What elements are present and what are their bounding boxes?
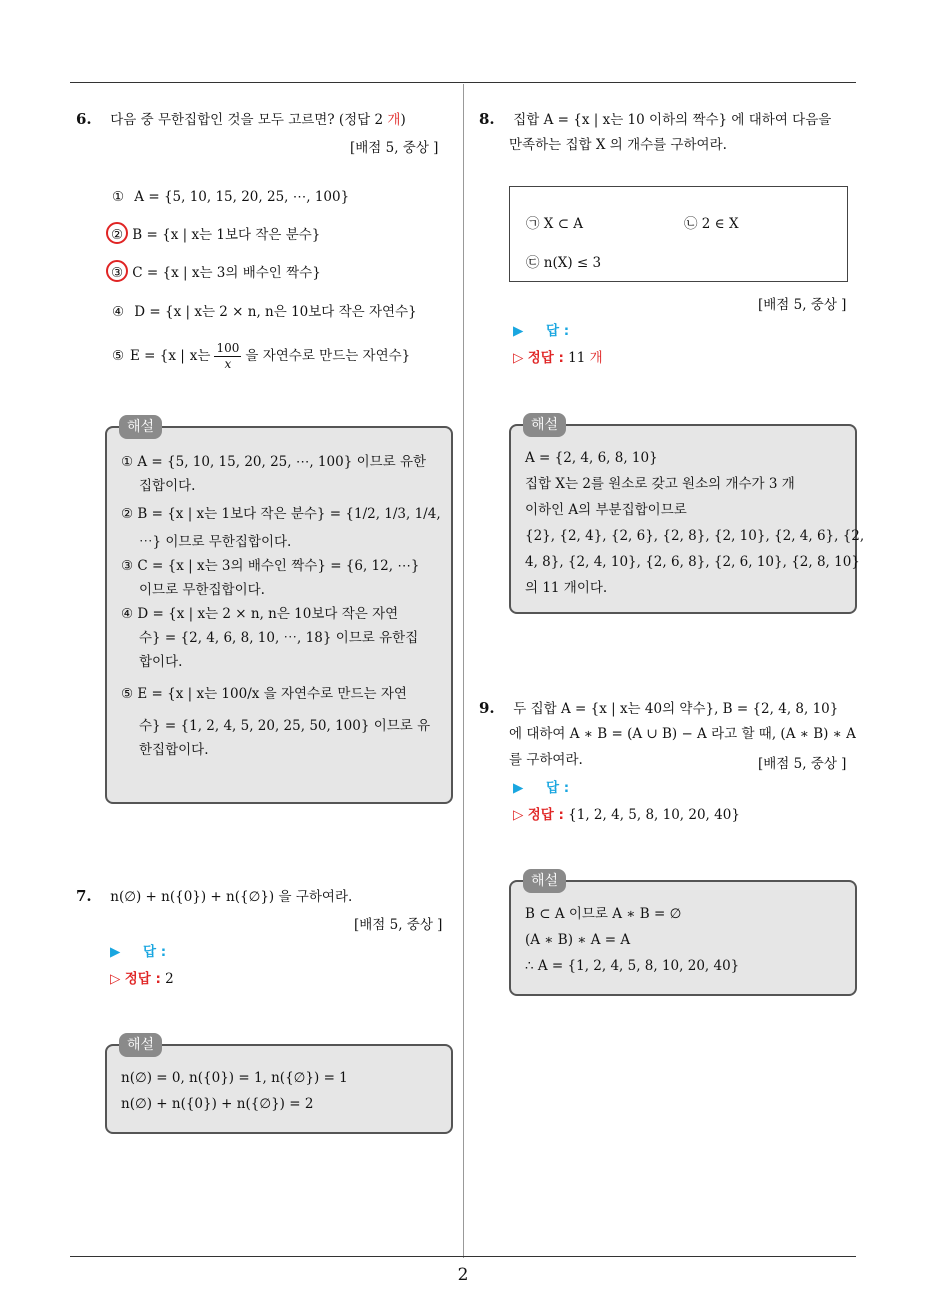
question-8 [479, 107, 859, 132]
solution-line: ⋯} 이므로 무한집합이다. [139, 534, 292, 550]
question-stem: 두 집합 A = {x | x는 40의 약수}, B = {2, 4, 8, 10} [513, 701, 839, 717]
correct-value: {1, 2, 4, 5, 8, 10, 20, 40} [568, 807, 740, 823]
answer-row[interactable] [513, 319, 569, 343]
question-6 [76, 107, 456, 132]
option-marker: ④ [111, 304, 125, 320]
correct-value: 2 [165, 971, 174, 987]
question-7 [76, 884, 456, 909]
option-4[interactable] [106, 299, 417, 325]
fraction-denominator: x [224, 356, 232, 371]
solution-line: 한집합이다. [139, 742, 209, 758]
answer-label: 답 : [545, 780, 570, 796]
solution-box-q6 [105, 419, 453, 804]
question-6-meta: [배점 5, 중상 ] [350, 140, 439, 156]
question-stem-end: ) [400, 112, 406, 128]
solution-box-q7 [105, 1037, 453, 1134]
question-stem-highlight: 개 [387, 112, 401, 128]
play-triangle-icon: ▶ [110, 944, 121, 960]
option-text: 을 자연수로 만드는 자연수} [245, 348, 411, 364]
solution-line: ③ C = {x | x는 3의 배수인 짝수} = {6, 12, ⋯} [121, 558, 420, 574]
question-number: 6. [76, 110, 92, 128]
option-marker-selected: ③ [106, 260, 128, 282]
correct-unit: 개 [589, 350, 603, 366]
fraction-numerator: 100 [216, 340, 240, 355]
condition-2: ㉡ 2 ∈ X [684, 216, 739, 232]
option-marker: ① [111, 189, 125, 205]
column-divider [463, 84, 464, 1258]
question-stem: 집합 A = {x | x는 10 이하의 짝수} 에 대하여 다음을 [513, 112, 832, 128]
answer-label: 답 : [545, 323, 570, 339]
solution-tag: 해설 [523, 869, 566, 893]
option-text: D = {x | x는 2 × n, n은 10보다 작은 자연수} [134, 304, 417, 320]
question-9-line2 [509, 722, 856, 746]
question-9-line3 [509, 748, 583, 772]
solution-line: 집합이다. [139, 478, 196, 494]
correct-answer-row [513, 346, 603, 370]
option-3[interactable] [106, 260, 321, 286]
solution-line: 수} = {1, 2, 4, 5, 20, 25, 50, 100} 이므로 유 [139, 718, 431, 734]
solution-line: 의 11 개이다. [525, 580, 608, 596]
outline-triangle-icon: ▷ [513, 807, 524, 823]
solution-line: 합이다. [139, 654, 183, 670]
solution-tag: 해설 [523, 413, 566, 437]
question-stem: 다음 중 무한집합인 것을 모두 고르면? (정답 2 [110, 112, 388, 128]
correct-label: 정답 : [124, 971, 161, 987]
question-number: 8. [479, 110, 495, 128]
correct-answer-row [110, 967, 174, 991]
question-stem: 에 대하여 A ∗ B = (A ∪ B) − A 라고 할 때, (A ∗ B) ∗ A [509, 726, 856, 742]
question-7-meta: [배점 5, 중상 ] [354, 917, 443, 933]
answer-row[interactable] [513, 776, 569, 800]
solution-tag: 해설 [119, 415, 162, 439]
solution-line: (A ∗ B) ∗ A = A [525, 932, 631, 948]
solution-line: ∴ A = {1, 2, 4, 5, 8, 10, 20, 40} [525, 958, 740, 974]
question-stem: 를 구하여라. [509, 752, 583, 768]
answer-row[interactable] [110, 940, 166, 964]
condition-box [509, 186, 848, 282]
play-triangle-icon: ▶ [513, 780, 524, 796]
option-1[interactable] [106, 184, 349, 210]
solution-line: 수} = {2, 4, 6, 8, 10, ⋯, 18} 이므로 유한집 [139, 630, 419, 646]
play-triangle-icon: ▶ [513, 323, 524, 339]
question-number: 9. [479, 699, 495, 717]
outline-triangle-icon: ▷ [513, 350, 524, 366]
solution-line: n(∅) = 0, n({0}) = 1, n({∅}) = 1 [121, 1070, 348, 1086]
top-rule [70, 82, 856, 83]
solution-box-q8 [509, 417, 865, 614]
outline-triangle-icon: ▷ [110, 971, 121, 987]
solution-line: ② B = {x | x는 1보다 작은 분수} = {1/2, 1/3, 1/4, [121, 506, 441, 522]
correct-label: 정답 : [527, 807, 564, 823]
question-9 [479, 696, 863, 721]
solution-line: ⑤ E = {x | x는 100/x 을 자연수로 만드는 자연 [121, 686, 407, 702]
bottom-rule [70, 1256, 856, 1257]
correct-answer-row [513, 803, 740, 827]
option-text: A = {5, 10, 15, 20, 25, ⋯, 100} [134, 189, 350, 205]
option-text: B = {x | x는 1보다 작은 분수} [132, 227, 321, 243]
solution-line: 이므로 무한집합이다. [139, 582, 265, 598]
page-number: 2 [457, 1265, 469, 1285]
solution-line: ④ D = {x | x는 2 × n, n은 10보다 작은 자연 [121, 606, 399, 622]
fraction [214, 341, 241, 372]
correct-label: 정답 : [527, 350, 564, 366]
solution-line: n(∅) + n({0}) + n({∅}) = 2 [121, 1096, 314, 1112]
option-marker: ⑤ [111, 348, 125, 364]
solution-line: {2}, {2, 4}, {2, 6}, {2, 8}, {2, 10}, {2, 4, 6}, {2, [525, 528, 865, 544]
option-2[interactable] [106, 222, 320, 248]
solution-tag: 해설 [119, 1033, 162, 1057]
option-text: x는 [189, 348, 211, 364]
question-9-meta: [배점 5, 중상 ] [758, 756, 847, 772]
question-8-line2 [509, 133, 727, 157]
question-number: 7. [76, 887, 92, 905]
condition-1: ㉠ X ⊂ A [526, 216, 584, 232]
solution-box-q9 [509, 873, 857, 996]
question-stem: n(∅) + n({0}) + n({∅}) 을 구하여라. [110, 889, 353, 905]
question-8-meta: [배점 5, 중상 ] [758, 297, 847, 313]
option-marker-selected: ② [106, 222, 128, 244]
condition-3: ㉢ n(X) ≤ 3 [526, 255, 602, 271]
solution-line: A = {2, 4, 6, 8, 10} [525, 450, 658, 466]
option-text: E = {x | [130, 348, 185, 364]
answer-label: 답 : [142, 944, 167, 960]
solution-line: ① A = {5, 10, 15, 20, 25, ⋯, 100} 이므로 유한 [121, 454, 427, 470]
question-stem: 만족하는 집합 X 의 개수를 구하여라. [509, 137, 727, 153]
solution-line: 이하인 A의 부분집합이므로 [525, 502, 687, 518]
correct-value: 11 [568, 350, 590, 366]
solution-line: 4, 8}, {2, 4, 10}, {2, 6, 8}, {2, 6, 10}, {2, 8, 10} [525, 554, 860, 570]
option-text: C = {x | x는 3의 배수인 짝수} [132, 265, 321, 281]
solution-line: 집합 X는 2를 원소로 갖고 원소의 개수가 3 개 [525, 476, 795, 492]
solution-line: B ⊂ A 이므로 A ∗ B = ∅ [525, 906, 682, 922]
option-5[interactable] [106, 336, 410, 376]
